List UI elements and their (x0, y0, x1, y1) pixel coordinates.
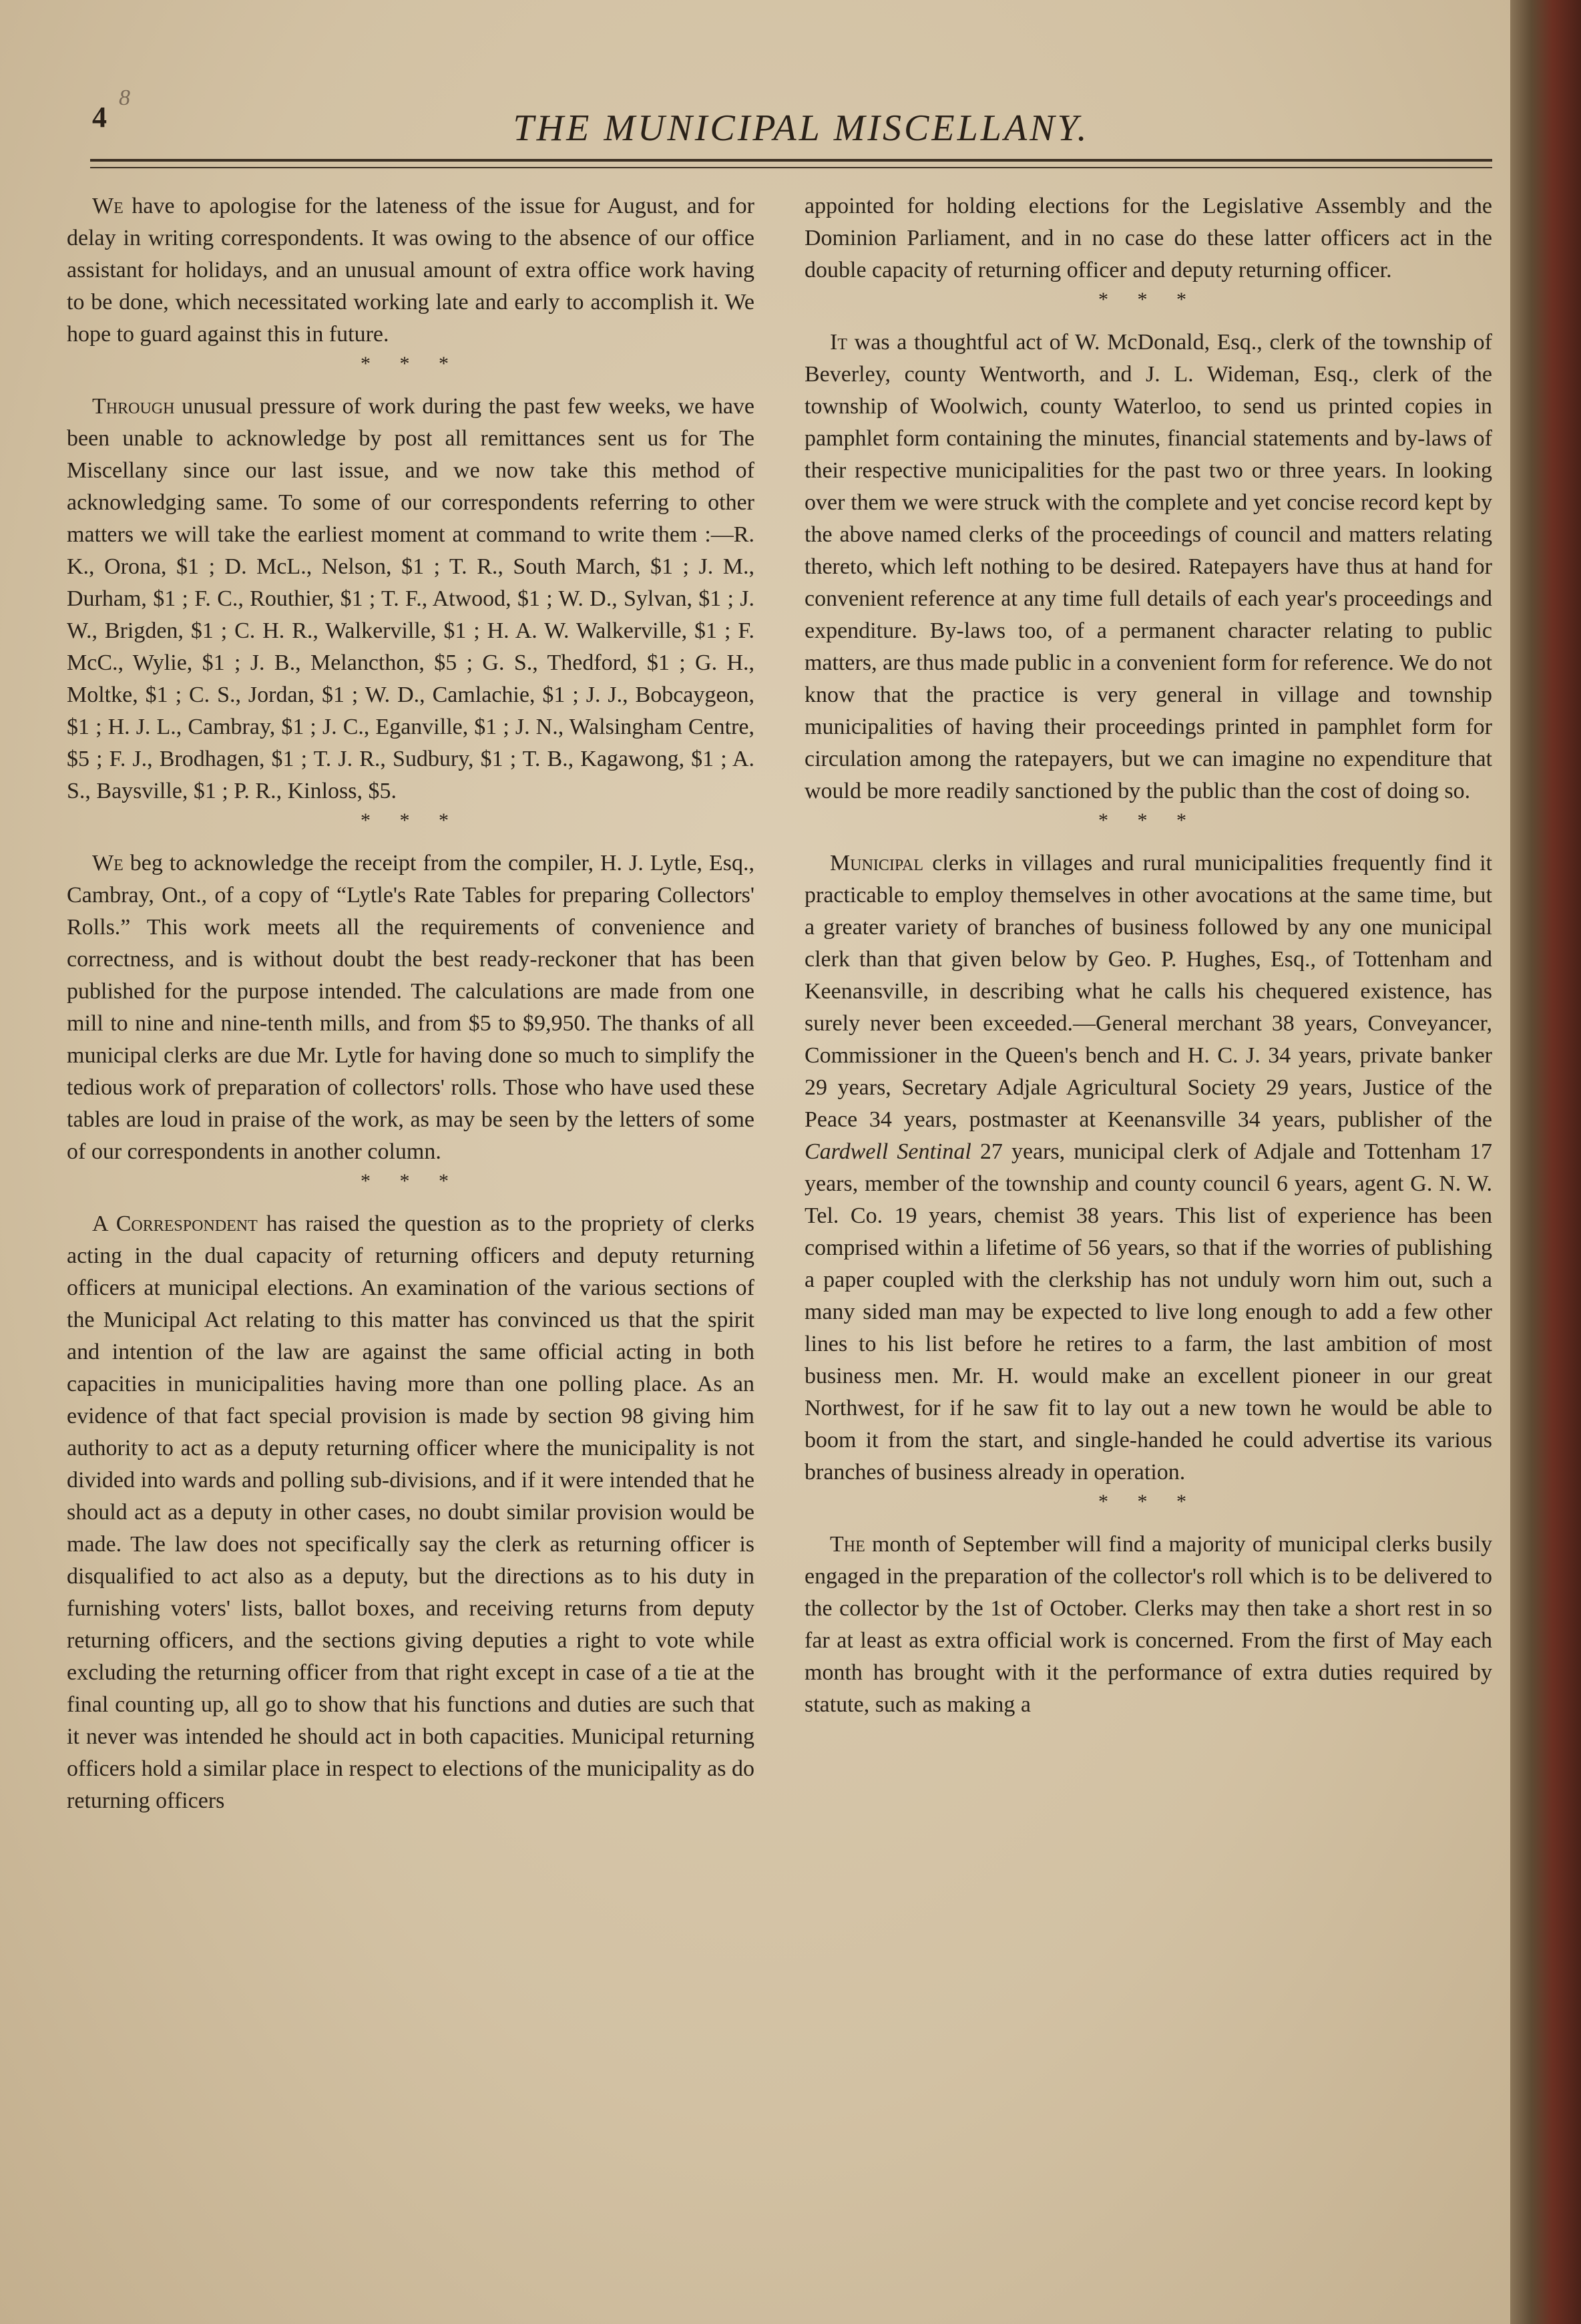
clerk-occupations-paragraph (805, 847, 1492, 1489)
paragraph-lead: The (830, 1532, 865, 1557)
book-spine (1510, 0, 1581, 2324)
continued-paragraph (805, 190, 1492, 286)
header-rule-thick (90, 159, 1492, 162)
right-column (805, 190, 1492, 1721)
section-separator: * * * (1098, 1491, 1198, 1513)
paragraph-lead: A Correspondent (92, 1211, 258, 1236)
rate-tables-paragraph (67, 847, 754, 1168)
section-separator: * * * (361, 809, 461, 831)
newspaper-title: Cardwell Sentinal (805, 1139, 971, 1164)
section-separator: * * * (1098, 288, 1198, 311)
pamphlet-paragraph (805, 327, 1492, 807)
header-rule-thin (90, 167, 1492, 168)
apology-paragraph (67, 190, 754, 351)
paragraph-body: beg to acknowledge the receipt from the compiler, H. J. Lytle, Esq., Cambray, Ont., of a copy of “Lytle's Rate Tables for preparing Collectors' Rolls.” This work meets all the requirements of convenience and correctness, and is without doubt the best ready-reckoner that has been published for the purpose intended. The calculations are made from one mill to nine and nine-tenth mills, and from $5 to $9,950. The thanks of all municipal clerks are due Mr. Lytle for having done so much to simplify the tedious work of preparation of collectors' rolls. Those who have used these tables are loud in praise of the work, as may be seen by the letters of some of our correspondents in another column. (67, 851, 754, 1164)
section-separator: * * * (361, 1170, 461, 1192)
page-number: 4 (92, 101, 107, 134)
paragraph-lead: Municipal (830, 851, 924, 876)
paragraph-body: was a thoughtful act of W. McDonald, Esq., clerk of the township of Beverley, county Wentworth, and J. L. Wideman, Esq., clerk of the township of Woolwich, county Waterloo, to send us printed copies in pamphlet form containing the minutes, financial statements and by-laws of their respective municipalities for the past two or three years. In looking over them we were struck with the complete and yet concise record kept by the above named clerks of the proceedings of council and matters relating thereto, which left nothing to be desired. Ratepayers have thus at hand for convenient reference at any time full details of each year's proceedings and expenditure. By-laws too, of a permanent character relating to public matters, are thus made public in a convenient form for reference. We do not know that the practice is very general in village and township municipalities of having their proceedings printed in pamphlet form for circulation among the ratepayers, but we can imagine no expenditure that would be more readily sanctioned by the public than the cost of doing so. (805, 330, 1493, 803)
left-column (67, 190, 754, 1817)
paragraph-lead: It (830, 330, 847, 355)
paragraph-body: month of September will find a majority of municipal clerks busily engaged in the preparation of the collector's roll which is to be delivered to the collector by the 1st of October. Clerks may then take a short rest in so far at least as extra official work is concerned. From the first of May each month has brought with it the performance of extra duties required by statute, such as making a (805, 1532, 1493, 1717)
paragraph-body: appointed for holding elections for the Legislative Assembly and the Dominion Parliament, and in no case do these latter officers act in the double capacity of returning officer and deputy returning officer. (805, 194, 1492, 282)
september-paragraph (805, 1529, 1492, 1721)
pencil-annotation: 8 (119, 85, 130, 110)
paragraph-body: 27 years, municipal clerk of Adjale and Tottenham 17 years, member of the township and county council 6 years, agent G. N. W. Tel. Co. 19 years, chemist 38 years. This list of experience has been comprised within a lifetime of 56 years, so that if the worries of publishing a paper coupled with the clerkship has not unduly worn him out, such a many sided man may be expected to live long enough to add a few other lines to his list before he retires to a farm, the last ambition of most business men. Mr. H. would make an excellent pioneer in our great Northwest, for if he saw fit to lay out a new town he would be able to boom it from the start, and single-handed he could advertise its various branches of business already in operation. (805, 1139, 1492, 1485)
section-separator: * * * (361, 353, 461, 375)
paragraph-body: clerks in villages and rural municipalities frequently find it practicable to employ themselves in other avocations at the same time, but a greater variety of branches of business followed by any one municipal clerk than that given below by Geo. P. Hughes, Esq., of Tottenham and Keenansville, in describing what he calls his chequered existence, has surely never been exceeded.—General merchant 38 years, Conveyancer, Commissioner in the Queen's bench and H. C. J. 34 years, private banker 29 years, Secretary Adjale Agricultural Society 29 years, Justice of the Peace 34 years, postmaster at Keenansville 34 years, publisher of the (805, 851, 1492, 1132)
paragraph-body: unusual pressure of work during the past few weeks, we have been unable to acknowledge by post all remittances sent us for The Miscellany since our last issue, and we now take this method of acknowledging same. To some of our correspondents referring to other matters we will take the earliest moment at command to write them :—R. K., Orona, $1 ; D. McL., Nelson, $1 ; T. R., South March, $1 ; J. M., Durham, $1 ; F. C., Routhier, $1 ; T. F., Atwood, $1 ; W. D., Sylvan, $1 ; J. W., Brigden, $1 ; C. H. R., Walkerville, $1 ; H. A. W. Walkerville, $1 ; F. McC., Wylie, $1 ; J. B., Melancthon, $5 ; G. S., Thedford, $1 ; G. H., Moltke, $1 ; C. S., Jordan, $1 ; W. D., Camlachie, $1 ; J. J., Bobcaygeon, $1 ; H. J. L., Cambray, $1 ; J. C., Eganville, $1 ; J. N., Walsingham Centre, $5 ; F. J., Brodhagen, $1 ; T. J. R., Sudbury, $1 ; T. B., Kagawong, $1 ; A. S., Baysville, $1 ; P. R., Kinloss, $5. (67, 394, 755, 803)
paragraph-lead: We (92, 194, 124, 218)
paragraph-body: have to apologise for the lateness of the issue for August, and for delay in writing correspondents. It was owing to the absence of our office assistant for holidays, and an unusual amount of extra office work having to be done, which necessitated working late and early to accomplish it. We hope to guard against this in future. (67, 194, 755, 347)
paragraph-body: has raised the question as to the propriety of clerks acting in the dual capacity of returning officers and deputy returning officers at municipal elections. An examination of the various sections of the Municipal Act relating to this matter has convinced us that the spirit and intention of the law are against the same official acting in both capacities in municipalities having more than one polling place. As an evidence of that fact special provision is made by section 98 giving him authority to act as a deputy returning officer where the municipality is not divided into wards and polling sub-divisions, and if it were intended that he should act as a deputy in other cases, no doubt similar provision would be made. The law does not specifically say the clerk as returning officer is disqualified to act also as a deputy, but the directions as to his duty in furnishing voters' lists, ballot boxes, and receiving returns from deputy returning officers, and the sections giving deputies a right to vote while excluding the returning officer from that right except in case of a tie at the final counting up, all go to show that his functions and duties are such that it never was intended he should act in both capacities. Municipal returning officers hold a similar place in respect to elections of the municipality as do returning officers (67, 1211, 754, 1813)
paragraph-lead: We (92, 851, 124, 876)
returning-officers-paragraph (67, 1208, 754, 1817)
section-separator: * * * (1098, 809, 1198, 831)
paragraph-lead: Through (92, 394, 175, 419)
masthead-title: THE MUNICIPAL MISCELLANY. (513, 108, 1090, 149)
remittances-paragraph (67, 391, 754, 807)
